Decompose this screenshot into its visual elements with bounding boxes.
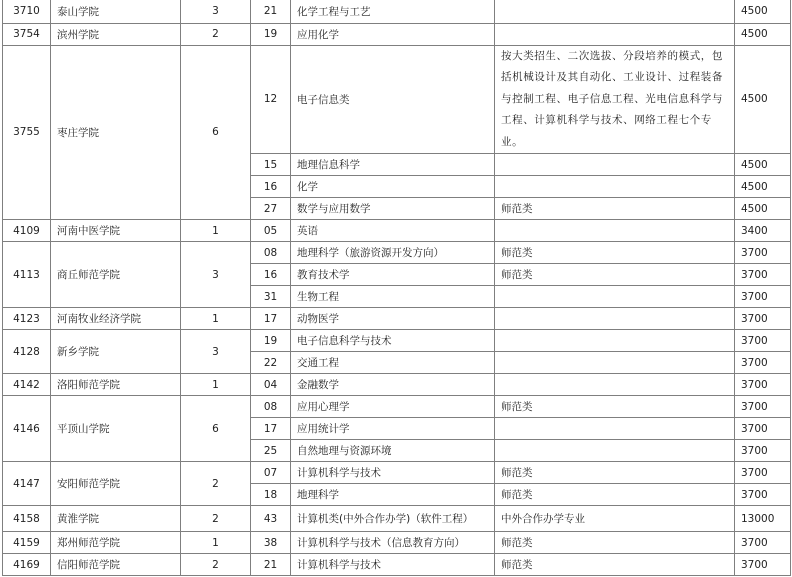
major-code-cell: 08 [251,396,291,418]
table-row [3,532,791,554]
note-cell: 师范类 [495,462,735,484]
major-code-cell: 16 [251,176,291,198]
major-code-cell: 19 [251,330,291,352]
note-cell [495,154,735,176]
major-name-cell: 自然地理与资源环境 [291,440,495,462]
table-row [3,23,791,45]
major-name-cell: 地理科学 [291,484,495,506]
major-name-cell: 计算机科学与技术 [291,554,495,576]
note-cell [495,176,735,198]
major-code-cell: 16 [251,264,291,286]
plan-count-cell: 3 [181,330,251,374]
school-name-cell: 河南中医学院 [51,220,181,242]
major-name-cell: 地理科学（旅游资源开发方向） [291,242,495,264]
tuition-cell: 13000 [735,506,791,532]
major-code-cell: 08 [251,242,291,264]
note-cell: 师范类 [495,264,735,286]
major-code-cell: 07 [251,462,291,484]
major-code-cell: 22 [251,352,291,374]
note-cell: 师范类 [495,396,735,418]
major-code-cell: 19 [251,23,291,45]
school-code-cell: 4113 [3,242,51,308]
note-cell [495,308,735,330]
tuition-cell: 3700 [735,440,791,462]
note-cell [495,286,735,308]
school-code-cell: 4169 [3,554,51,576]
tuition-cell: 4500 [735,0,791,23]
major-name-cell: 英语 [291,220,495,242]
table-row [3,0,791,23]
school-code-cell: 4128 [3,330,51,374]
tuition-cell: 3700 [735,308,791,330]
major-code-cell: 21 [251,554,291,576]
major-code-cell: 38 [251,532,291,554]
note-cell: 中外合作办学专业 [495,506,735,532]
school-code-cell: 4159 [3,532,51,554]
school-code-cell: 4123 [3,308,51,330]
tuition-cell: 3700 [735,396,791,418]
tuition-cell: 3700 [735,532,791,554]
tuition-cell: 3700 [735,330,791,352]
major-code-cell: 27 [251,198,291,220]
table-row [3,462,791,484]
table-row [3,308,791,330]
tuition-cell: 3700 [735,264,791,286]
tuition-cell: 3700 [735,554,791,576]
school-code-cell: 4142 [3,374,51,396]
table-row [3,506,791,532]
tuition-cell: 4500 [735,198,791,220]
major-code-cell: 05 [251,220,291,242]
note-cell [495,440,735,462]
table-row [3,242,791,264]
school-name-cell: 郑州师范学院 [51,532,181,554]
major-name-cell: 应用统计学 [291,418,495,440]
school-code-cell: 3755 [3,45,51,220]
tuition-cell: 4500 [735,176,791,198]
school-name-cell: 泰山学院 [51,0,181,23]
major-name-cell: 计算机类(中外合作办学)（软件工程） [291,506,495,532]
plan-count-cell: 1 [181,220,251,242]
school-name-cell: 滨州学院 [51,23,181,45]
major-name-cell: 应用心理学 [291,396,495,418]
tuition-cell: 3700 [735,286,791,308]
major-code-cell: 21 [251,0,291,23]
note-cell: 师范类 [495,484,735,506]
major-code-cell: 15 [251,154,291,176]
school-name-cell: 安阳师范学院 [51,462,181,506]
tuition-cell: 3700 [735,484,791,506]
plan-count-cell: 2 [181,554,251,576]
note-cell [495,330,735,352]
major-code-cell: 25 [251,440,291,462]
tuition-cell: 3700 [735,374,791,396]
major-name-cell: 化学 [291,176,495,198]
school-code-cell: 4109 [3,220,51,242]
plan-count-cell: 2 [181,506,251,532]
enrollment-table [2,0,791,576]
major-name-cell: 计算机科学与技术（信息教育方向） [291,532,495,554]
school-code-cell: 3710 [3,0,51,23]
note-cell [495,418,735,440]
school-code-cell: 4158 [3,506,51,532]
major-name-cell: 化学工程与工艺 [291,0,495,23]
tuition-cell: 3700 [735,418,791,440]
table-row [3,554,791,576]
major-name-cell: 数学与应用数学 [291,198,495,220]
major-code-cell: 17 [251,308,291,330]
school-name-cell: 商丘师范学院 [51,242,181,308]
note-cell [495,220,735,242]
school-name-cell: 枣庄学院 [51,45,181,220]
plan-count-cell: 2 [181,23,251,45]
note-cell [495,374,735,396]
note-cell: 师范类 [495,242,735,264]
school-code-cell: 3754 [3,23,51,45]
tuition-cell: 4500 [735,45,791,154]
major-name-cell: 应用化学 [291,23,495,45]
note-cell [495,23,735,45]
major-name-cell: 地理信息科学 [291,154,495,176]
major-code-cell: 17 [251,418,291,440]
plan-count-cell: 6 [181,396,251,462]
major-name-cell: 电子信息科学与技术 [291,330,495,352]
note-cell: 师范类 [495,554,735,576]
plan-count-cell: 1 [181,374,251,396]
table-row [3,220,791,242]
table-row [3,374,791,396]
school-name-cell: 洛阳师范学院 [51,374,181,396]
school-name-cell: 平顶山学院 [51,396,181,462]
school-code-cell: 4146 [3,396,51,462]
school-name-cell: 黄淮学院 [51,506,181,532]
major-name-cell: 教育技术学 [291,264,495,286]
table-row [3,396,791,418]
plan-count-cell: 2 [181,462,251,506]
major-code-cell: 43 [251,506,291,532]
school-name-cell: 新乡学院 [51,330,181,374]
table-row [3,45,791,154]
plan-count-cell: 3 [181,0,251,23]
tuition-cell: 3700 [735,462,791,484]
major-name-cell: 计算机科学与技术 [291,462,495,484]
major-name-cell: 动物医学 [291,308,495,330]
major-code-cell: 12 [251,45,291,154]
school-name-cell: 信阳师范学院 [51,554,181,576]
note-cell: 师范类 [495,532,735,554]
major-name-cell: 交通工程 [291,352,495,374]
plan-count-cell: 1 [181,308,251,330]
major-code-cell: 18 [251,484,291,506]
major-name-cell: 金融数学 [291,374,495,396]
plan-count-cell: 6 [181,45,251,220]
note-cell: 师范类 [495,198,735,220]
tuition-cell: 4500 [735,154,791,176]
table-row [3,330,791,352]
school-name-cell: 河南牧业经济学院 [51,308,181,330]
note-cell [495,0,735,23]
major-name-cell: 电子信息类 [291,45,495,154]
major-code-cell: 31 [251,286,291,308]
tuition-cell: 3400 [735,220,791,242]
plan-count-cell: 3 [181,242,251,308]
major-name-cell: 生物工程 [291,286,495,308]
plan-count-cell: 1 [181,532,251,554]
tuition-cell: 4500 [735,23,791,45]
note-cell: 按大类招生、二次选拔、分段培养的模式，包括机械设计及其自动化、工业设计、过程装备与控制工程、电子信息工程、光电信息科学与工程、计算机科学与技术、网络工程七个专业。 [495,45,735,154]
major-code-cell: 04 [251,374,291,396]
tuition-cell: 3700 [735,352,791,374]
note-cell [495,352,735,374]
school-code-cell: 4147 [3,462,51,506]
tuition-cell: 3700 [735,242,791,264]
